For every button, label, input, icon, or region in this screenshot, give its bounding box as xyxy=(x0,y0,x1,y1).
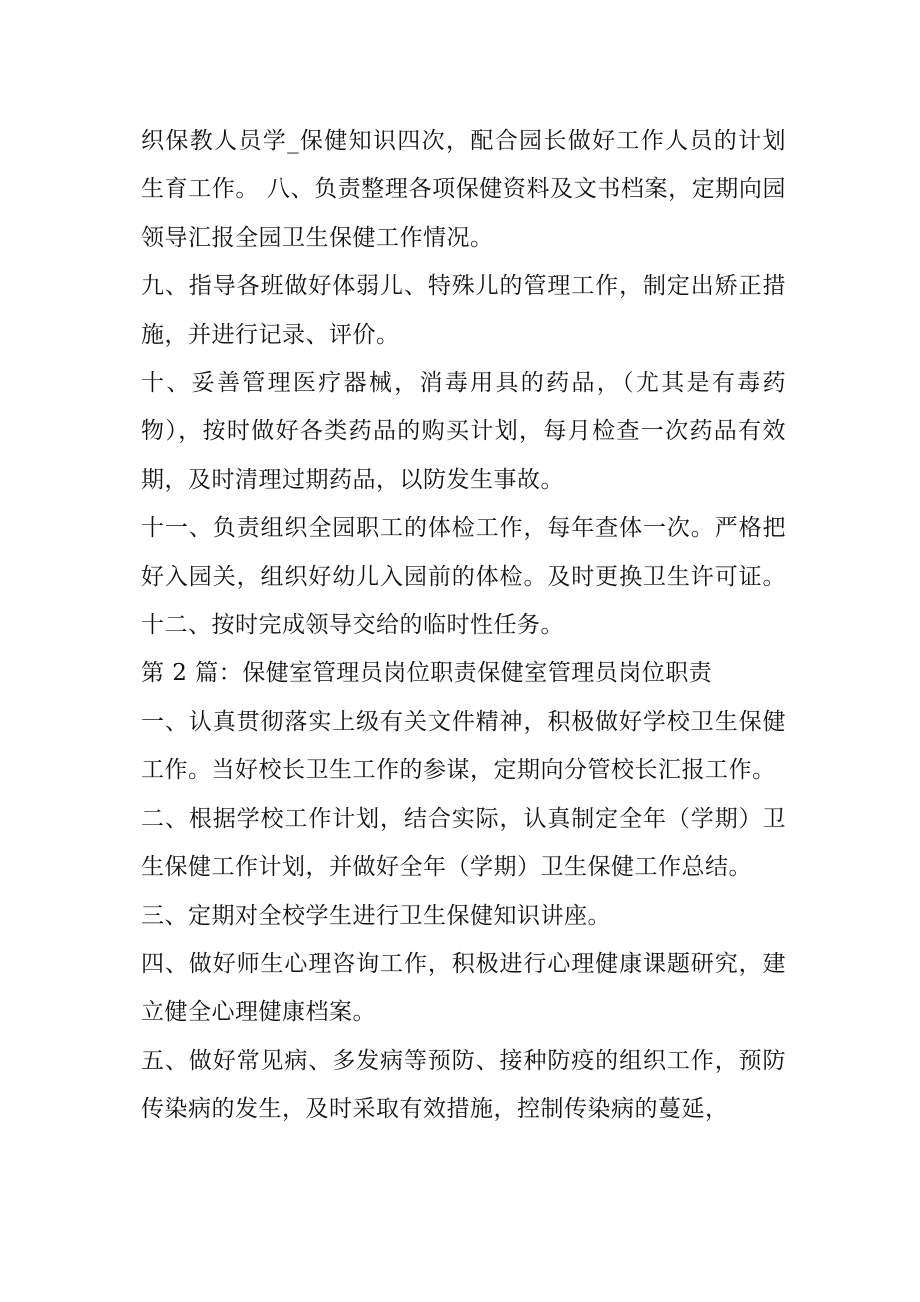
document-body xyxy=(141,117,786,1134)
paragraph-1: 织保教人员学_保健知识四次，配合园长做好工作人员的计划生育工作。 八、负责整理各项保健资料及文书档案，定期向园领导汇报全园卫生保健工作情况。 xyxy=(141,128,786,251)
paragraph-10: 五、做好常见病、多发病等预防、接种防疫的组织工作，预防传染病的发生，及时采取有效措施，控制传染病的蔓延， xyxy=(141,1047,786,1123)
paragraph-4: 十一、负责组织全园职工的体检工作，每年查体一次。严格把好入园关，组织好幼儿入园前的体检。及时更换卫生许可证。 十二、按时完成领导交给的临时性任务。 xyxy=(141,515,786,639)
paragraph-7: 二、根据学校工作计划，结合实际，认真制定全年（学期）卫生保健工作计划，并做好全年（学期）卫生保健工作总结。 xyxy=(141,805,786,881)
paragraph-8: 三、定期对全校学生进行卫生保健知识讲座。 xyxy=(141,902,611,929)
paragraph-6: 一、认真贯彻落实上级有关文件精神，积极做好学校卫生保健工作。当好校长卫生工作的参谋，定期向分管校长汇报工作。 xyxy=(141,708,786,784)
paragraph-9: 四、做好师生心理咨询工作，积极进行心理健康课题研究，建立健全心理健康档案。 xyxy=(141,950,786,1026)
section-heading: 第 2 篇：保健室管理员岗位职责保健室管理员岗位职责 xyxy=(141,660,713,687)
paragraph-2: 九、指导各班做好体弱儿、特殊儿的管理工作，制定出矫正措施，并进行记录、评价。 xyxy=(141,273,786,348)
paragraph-3: 十、妥善管理医疗器械，消毒用具的药品，（尤其是有毒药物），按时做好各类药品的购买计划，每月检查一次药品有效期，及时清理过期药品，以防发生事故。 xyxy=(141,370,786,493)
